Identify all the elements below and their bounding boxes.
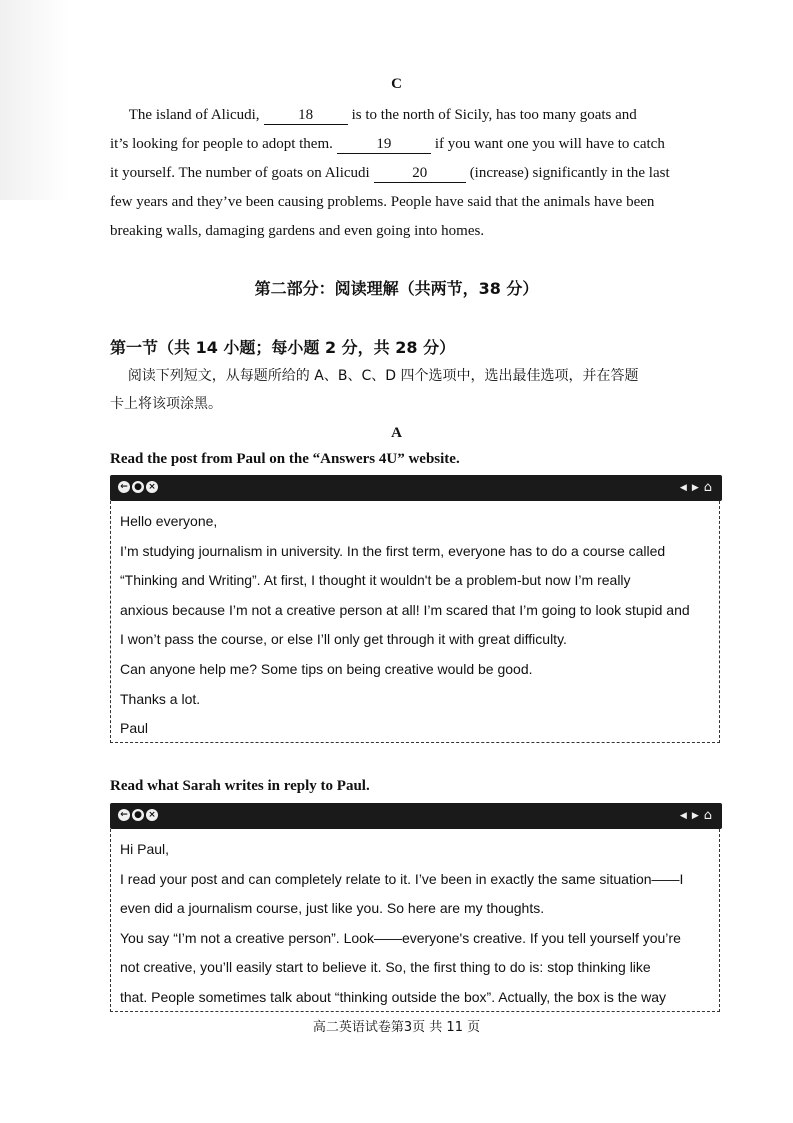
home-icon[interactable]: ⌂: [703, 480, 712, 495]
browser-toolbar: [110, 803, 722, 829]
post-line: Thanks a lot.: [120, 690, 201, 707]
nav-buttons: [680, 807, 712, 825]
back-circle-icon[interactable]: ←: [118, 481, 130, 493]
text-span: it’s looking for people to adopt them.: [110, 136, 333, 152]
post-line: that. People sometimes talk about “thinking outside the box”. Actually, the box is the way: [120, 988, 667, 1005]
text-span: 阅读下列短文，从每题所给的 A、B、C、D 四个选项中，选出最佳选项，并在答题: [127, 368, 639, 384]
arrow-left-icon[interactable]: ◀: [679, 483, 687, 493]
window-buttons: [118, 481, 158, 493]
cloze-line: few years and they’ve been causing problems. People have said that the animals have been: [110, 194, 655, 210]
text-span: (increase) significantly in the last: [469, 165, 670, 181]
post-line: anxious because I’m not a creative person at all! I’m scared that I’m going to look stupid and: [120, 601, 690, 618]
text-span: is to the north of Sicily, has too many goats and: [351, 107, 637, 123]
post-line: not creative, you’ll easily start to believe it. So, the first thing to do is: stop thinking like: [120, 959, 651, 976]
arrow-right-icon[interactable]: ▶: [691, 811, 699, 821]
stop-circle-icon[interactable]: ●: [132, 481, 144, 493]
post-line: I’m studying journalism in university. In the first term, everyone has to do a course called: [120, 542, 666, 559]
home-icon[interactable]: ⌂: [703, 808, 712, 823]
blank-20: 20: [374, 164, 466, 183]
blank-18: 18: [264, 106, 348, 125]
instruction-line: 卡上将该项涂黑。: [110, 396, 222, 412]
reply-instruction: Read what Sarah writes in reply to Paul.: [110, 778, 370, 794]
cloze-line: [110, 101, 706, 130]
reading-instructions: [110, 362, 708, 418]
paul-post: [110, 501, 720, 743]
page-footer: 高二英语试卷第3页 共 11 页: [312, 1020, 481, 1035]
nav-buttons: [680, 479, 712, 497]
post-line: Can anyone help me? Some tips on being creative would be good.: [120, 660, 533, 677]
scan-shadow: [0, 0, 70, 200]
close-circle-icon[interactable]: ×: [146, 809, 158, 821]
text-span: The island of Alicudi,: [128, 107, 260, 123]
instruction-line: [110, 362, 708, 390]
post-line: I won’t pass the course, or else I’ll only get through it with great difficulty.: [120, 631, 567, 648]
close-circle-icon[interactable]: ×: [146, 481, 158, 493]
cloze-line: breaking walls, damaging gardens and even going into homes.: [110, 223, 485, 239]
sarah-reply: [110, 829, 720, 1012]
post-instruction: Read the post from Paul on the “Answers 4U” website.: [110, 451, 460, 467]
section-c-paragraph: [110, 101, 706, 246]
post-line: Paul: [120, 720, 149, 737]
post-line: Hello everyone,: [120, 513, 218, 529]
arrow-left-icon[interactable]: ◀: [679, 811, 687, 821]
stop-circle-icon[interactable]: ●: [132, 809, 144, 821]
post-line: Hi Paul,: [120, 841, 170, 857]
browser-toolbar: [110, 475, 722, 501]
window-buttons: [118, 809, 158, 821]
post-line: You say “I’m not a creative person”. Look——everyone's creative. If you tell yourself you’re: [120, 929, 681, 946]
part2-heading: 第二部分：阅读理解（共两节，38 分）: [254, 279, 539, 298]
arrow-right-icon[interactable]: ▶: [691, 483, 699, 493]
text-span: if you want one you will have to catch: [434, 136, 665, 152]
blank-19: 19: [337, 135, 431, 154]
post-line: “Thinking and Writing”. At first, I thought it wouldn't be a problem-but now I’m really: [120, 572, 631, 589]
post-line: I read your post and can completely relate to it. I’ve been in exactly the same situation——I: [120, 870, 684, 887]
post-line: even did a journalism course, just like you. So here are my thoughts.: [120, 900, 545, 917]
passage-a-letter: A: [391, 425, 402, 441]
cloze-line: [110, 130, 706, 159]
section-c-letter: C: [391, 76, 402, 92]
back-circle-icon[interactable]: ←: [118, 809, 130, 821]
section1-heading: 第一节（共 14 小题；每小题 2 分，共 28 分）: [110, 338, 456, 357]
text-span: it yourself. The number of goats on Alicudi: [110, 165, 370, 181]
cloze-line: [110, 159, 706, 188]
